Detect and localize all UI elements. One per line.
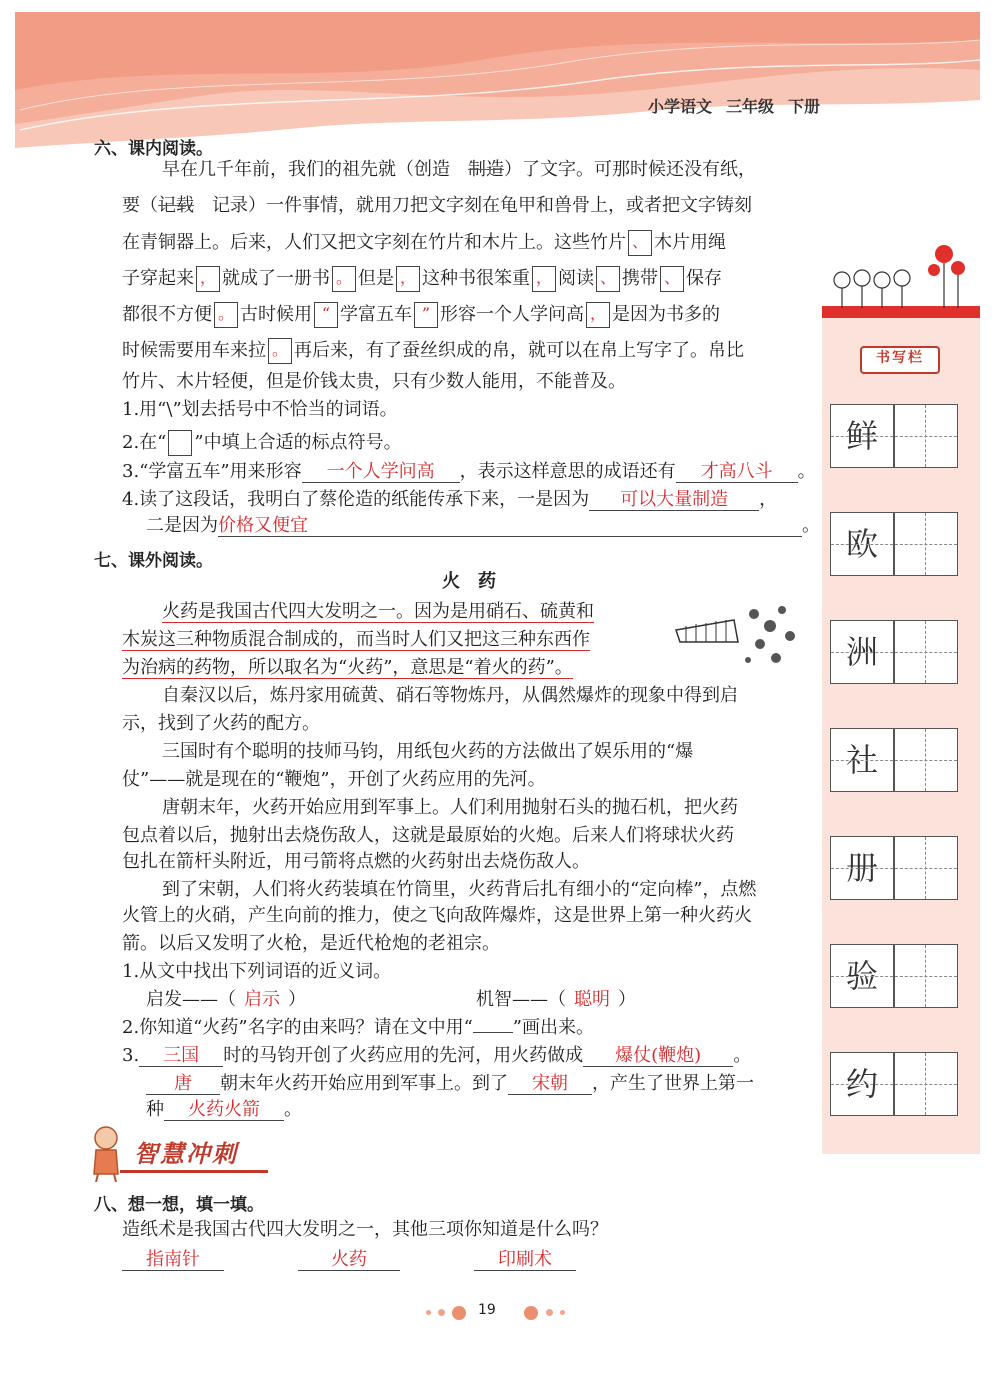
s7-line-6: 三国时有个聪明的技师马钧，用纸包火药的方法做出了娱乐用的“爆 — [162, 741, 694, 762]
grade-label: 三年级 — [725, 97, 774, 116]
answer-blank[interactable]: 印刷术 — [474, 1250, 576, 1271]
struck-word: 制造 — [468, 159, 504, 180]
struck-word: 记载 — [158, 195, 194, 216]
punct-box[interactable]: 。 — [268, 338, 292, 364]
grid-char: 约 — [845, 1065, 878, 1103]
answer-blank[interactable]: 唐 — [146, 1074, 220, 1095]
s7-line-9: 包点着以后，抛射出去烧伤敌人，这就是最原始的火炮。后来人们将球状火药 — [122, 825, 734, 846]
header-course-label — [634, 94, 820, 117]
subject-label: 小学语文 — [647, 97, 712, 116]
s6-line-2: 要（记载 记录）一件事情，就用刀把文字刻在龟甲和兽骨上，或者把文字铸刻 — [122, 195, 752, 216]
answer-blank[interactable]: 指南针 — [122, 1250, 224, 1271]
punct-box[interactable]: ， — [396, 266, 420, 292]
article-heading: 火 药 — [442, 571, 496, 592]
s7-question-3: 3. 三国 时的马钧开创了火药应用的先河，用火药做成 爆仗(鞭炮) 。 — [122, 1045, 752, 1066]
punct-box[interactable]: 。 — [214, 302, 238, 328]
s8-question: 造纸术是我国古代四大发明之一，其他三项你知道是什么吗？ — [122, 1219, 608, 1240]
footer-dot — [546, 1309, 553, 1316]
footer-dot — [426, 1310, 431, 1315]
s7-line-2: 木炭这三种物质混合制成的，而当时人们又把这三种东西作 — [122, 629, 590, 650]
grid-char: 鲜 — [845, 417, 878, 455]
answer-blank[interactable]: 价格又便宜 — [218, 516, 802, 537]
section-6-title: 六、课内阅读。 — [94, 139, 213, 159]
writing-grid-7 — [830, 1052, 958, 1116]
fireworks-illustration — [672, 596, 804, 674]
writing-column-title: 书写栏 — [860, 346, 940, 374]
s7-question-1b: 机智——（ 聪明 ） — [476, 989, 636, 1010]
grid-char: 册 — [845, 849, 878, 887]
s7-question-1a: 启发——（ 启示 ） — [146, 989, 306, 1010]
s6-line-7: 竹片、木片轻便，但是价钱太贵，只有少数人能用，不能普及。 — [122, 371, 626, 392]
section-8-title: 八、想一想，填一填。 — [94, 1195, 264, 1215]
s7-question-2: 2.你知道“火药”名字的由来吗？请在文中用“ ”画出来。 — [122, 1017, 594, 1038]
s8-answers — [122, 1250, 576, 1271]
section-7-title: 七、课外阅读。 — [94, 551, 213, 571]
volume-label: 下册 — [787, 97, 820, 116]
s6-question-1: 1.用“\”划去括号中不恰当的词语。 — [122, 399, 398, 420]
grid-char: 社 — [845, 741, 878, 779]
footer-dot — [438, 1309, 445, 1316]
answer-text[interactable]: 聪明 — [574, 989, 610, 1010]
punct-box[interactable]: ， — [532, 266, 556, 292]
punct-box[interactable]: 、 — [628, 230, 652, 256]
writing-grid-6 — [830, 944, 958, 1008]
s7-line-4: 自秦汉以后，炼丹家用硫黄、硝石等物炼丹，从偶然爆炸的现象中得到启 — [162, 685, 738, 706]
answer-blank[interactable]: 火药火箭 — [164, 1100, 284, 1121]
writing-grid-2 — [830, 512, 958, 576]
s7-line-5: 示，找到了火药的配方。 — [122, 713, 320, 734]
s7-line-3: 为治病的药物，所以取名为“火药”，意思是“着火的药”。 — [122, 657, 573, 678]
grid-char: 洲 — [845, 633, 878, 671]
s6-line-1: 早在几千年前，我们的祖先就（创造 制造）了文字。可那时候还没有纸， — [162, 159, 756, 180]
punct-box[interactable]: ， — [196, 266, 220, 292]
grid-char: 欧 — [845, 525, 878, 563]
writing-grid-1 — [830, 404, 958, 468]
s7-line-8: 唐朝末年，火药开始应用到军事上。人们利用抛射石头的抛石机，把火药 — [162, 797, 738, 818]
footer-dot — [560, 1310, 565, 1315]
punct-box[interactable]: “ — [314, 302, 338, 328]
empty-box-sample — [168, 430, 192, 456]
footer-dot — [452, 1306, 466, 1320]
s6-line-5: 都很不方便 。 古时候用 “ 学富五车 ” 形容一个人学问高 ， 是因为书多的 — [122, 302, 720, 328]
s7-line-7: 仗”——就是现在的“鞭炮”，开创了火药应用的先河。 — [122, 769, 546, 790]
punct-box[interactable]: ” — [414, 302, 438, 328]
s6-line-4: 子穿起来 ， 就成了一册书 。 但是 ， 这种书很笨重 ， 阅读 、 携带 、 保存 — [122, 266, 722, 292]
s7-question-1: 1.从文中找出下列词语的近义词。 — [122, 961, 392, 982]
punct-box[interactable]: ， — [586, 302, 610, 328]
page-number: 19 — [478, 1302, 496, 1318]
writing-grid-4 — [830, 728, 958, 792]
s6-question-4: 4.读了这段话，我明白了蔡伦造的纸能传承下来，一是因为 可以大量制造 ， — [122, 489, 778, 510]
answer-text[interactable]: 启示 — [244, 989, 280, 1010]
answer-blank[interactable]: 一个人学问高 — [302, 462, 460, 483]
answer-blank[interactable]: 火药 — [298, 1250, 400, 1271]
footer-dot — [524, 1306, 538, 1320]
s6-question-4b: 二是因为价格又便宜 。 — [146, 515, 820, 536]
writing-grid-3 — [830, 620, 958, 684]
punct-box[interactable]: 、 — [596, 266, 620, 292]
s6-line-6: 时候需要用车来拉 。 再后来，有了蚕丝织成的帛，就可以在帛上写字了。帛比 — [122, 338, 744, 364]
s7-line-12: 火管上的火硝，产生向前的推力，使之飞向敌阵爆炸，这是世界上第一种火药火 — [122, 905, 752, 926]
banner-title: 智慧冲刺 — [134, 1140, 238, 1168]
mascot-illustration — [84, 1124, 128, 1182]
s6-question-3: 3.“学富五车”用来形容 一个人学问高 ，表示这样意思的成语还有 才高八斗 。 — [122, 461, 816, 482]
punct-box[interactable]: 。 — [332, 266, 356, 292]
header-wave-banner — [0, 0, 1000, 150]
answer-blank[interactable]: 爆仗(鞭炮) — [583, 1046, 733, 1067]
s7-line-13: 箭。以后又发明了火枪，是近代枪炮的老祖宗。 — [122, 933, 500, 954]
s7-line-11: 到了宋朝，人们将火药装填在竹筒里，火药背后扎有细小的“定向棒”，点燃 — [162, 879, 757, 900]
s7-line-1: 火药是我国古代四大发明之一。因为是用硝石、硫黄和 — [162, 601, 594, 622]
banner-underline — [120, 1170, 268, 1173]
answer-blank[interactable]: 宋朝 — [508, 1074, 592, 1095]
answer-blank[interactable]: 三国 — [139, 1046, 223, 1067]
s6-line-3: 在青铜器上。后来，人们又把文字刻在竹片和木片上。这些竹片 、 木片用绳 — [122, 230, 726, 256]
s7-question-3b: 唐 朝末年火药开始应用到军事上。到了 宋朝 ，产生了世界上第一 — [146, 1074, 754, 1095]
grid-char: 验 — [845, 957, 878, 995]
writing-grid-5 — [830, 836, 958, 900]
flower-decoration — [822, 228, 980, 320]
punct-box[interactable]: 、 — [660, 266, 684, 292]
s7-question-3c: 种 火药火箭 。 — [146, 1099, 302, 1120]
s6-question-2: 2.在“ ”中填上合适的标点符号。 — [122, 430, 402, 456]
answer-blank[interactable]: 可以大量制造 — [589, 490, 759, 511]
s7-line-10: 包扎在箭杆头附近，用弓箭将点燃的火药射出去烧伤敌人。 — [122, 851, 590, 872]
answer-blank[interactable]: 才高八斗 — [676, 462, 798, 483]
